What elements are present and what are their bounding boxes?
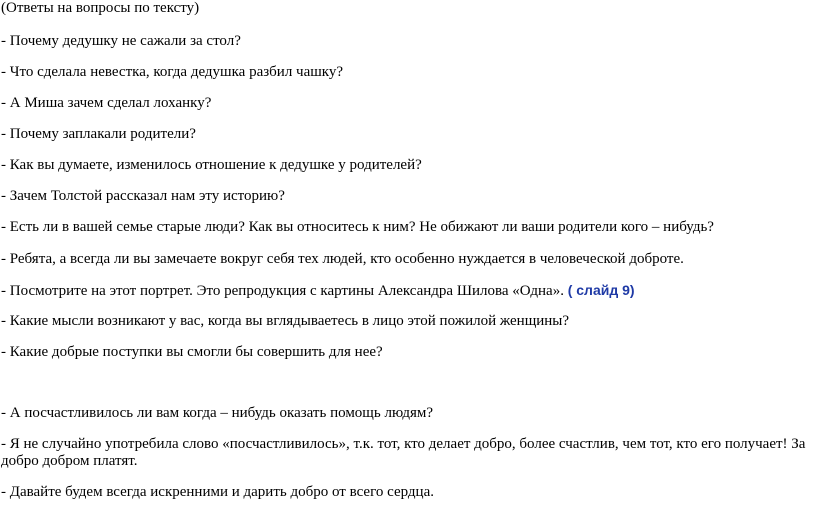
closing-line: - Давайте будем всегда искренними и дарить добро от всего сердца. [1, 484, 434, 500]
slide-reference: ( слайд 9) [567, 282, 635, 298]
question-line: - Как вы думаете, изменилось отношение к дедушке у родителей? [1, 157, 422, 173]
question-line: - Почему заплакали родители? [1, 126, 196, 142]
question-line: - Зачем Толстой рассказал нам эту историю? [1, 188, 285, 204]
portrait-text: - Посмотрите на этот портрет. Это репродукция с картины Александра Шилова «Одна». [1, 283, 568, 299]
portrait-line [1, 282, 635, 300]
question-line: - А Миша зачем сделал лоханку? [1, 95, 212, 111]
document-header: (Ответы на вопросы по тексту) [1, 0, 200, 16]
question-line: - А посчастливилось ли вам когда – нибудь оказать помощь людям? [1, 405, 434, 421]
statement-paragraph: - Я не случайно употребила слово «посчастливилось», т.к. тот, кто делает добро, более счастлив, чем тот, кто его получает! За добро добром платят. [1, 436, 806, 469]
question-line: - Какие добрые поступки вы смогли бы совершить для нее? [1, 344, 383, 360]
question-line: - Ребята, а всегда ли вы замечаете вокруг себя тех людей, кто особенно нуждается в человеческой доброте. [1, 251, 684, 267]
question-line: - Что сделала невестка, когда дедушка разбил чашку? [1, 64, 344, 80]
question-line: - Почему дедушку не сажали за стол? [1, 33, 241, 49]
question-line: - Какие мысли возникают у вас, когда вы вглядываетесь в лицо этой пожилой женщины? [1, 313, 570, 329]
question-line: - Есть ли в вашей семье старые люди? Как вы относитесь к ним? Не обижают ли ваши родители кого – нибудь? [1, 219, 714, 235]
